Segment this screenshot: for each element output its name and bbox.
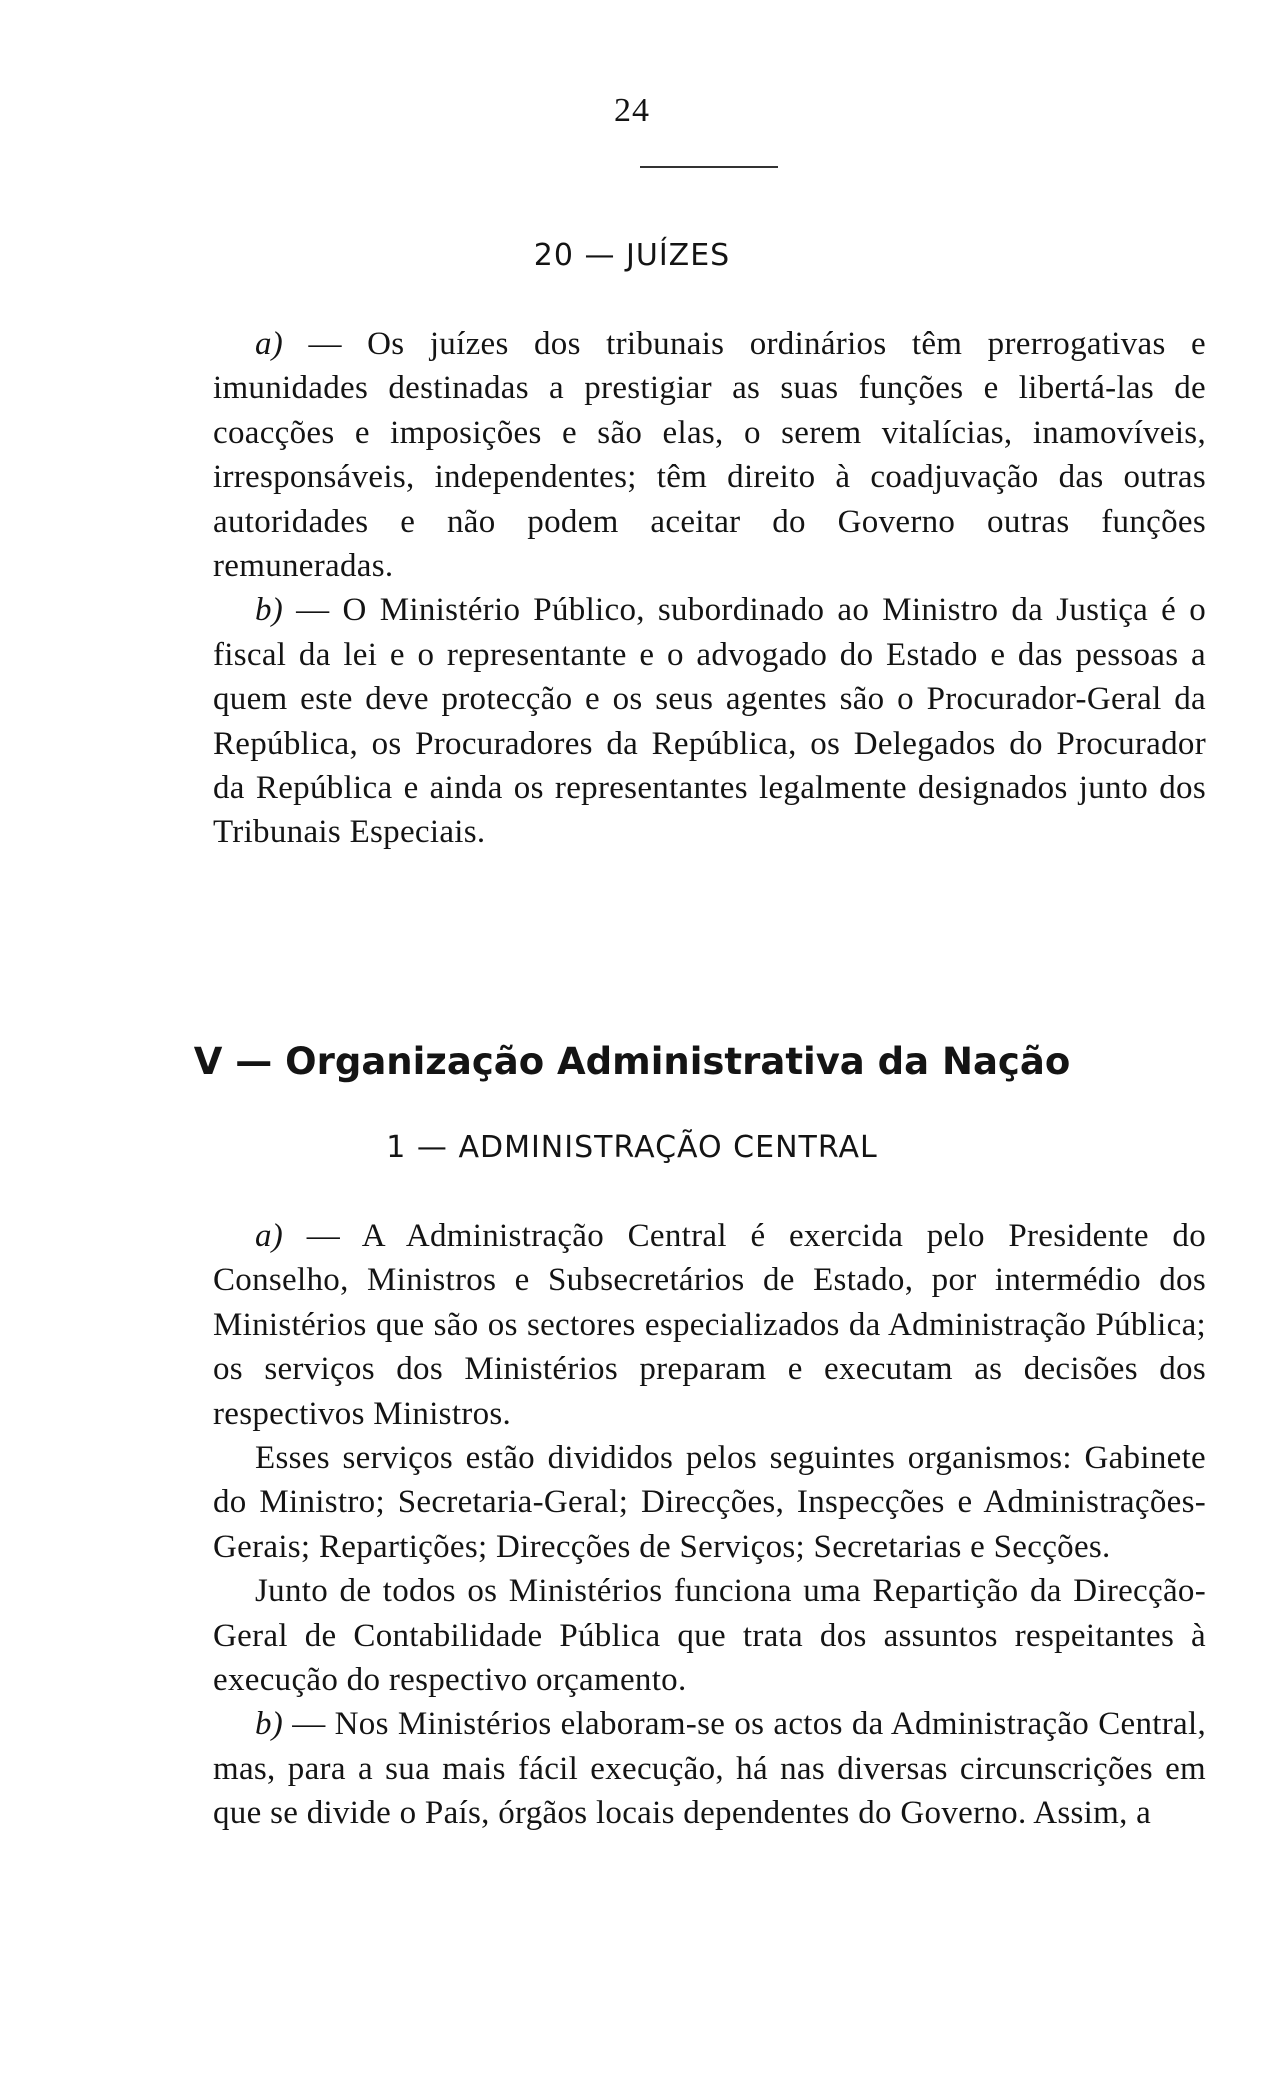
section-juizes-body <box>213 322 1206 855</box>
paragraph-juizes-a <box>213 322 1206 588</box>
paragraph-reparticao <box>213 1569 1206 1702</box>
paragraph-servicos <box>213 1436 1206 1569</box>
page-number-rule <box>640 166 778 168</box>
section-heading-juizes: 20 — JUÍZES <box>533 238 731 273</box>
item-label: a) <box>255 326 284 362</box>
paragraph-administracao-b <box>213 1702 1206 1835</box>
section-heading-administracao-central: 1 — ADMINISTRAÇÃO CENTRAL <box>386 1130 878 1165</box>
item-label: b) <box>255 592 284 629</box>
part-heading-organizacao: V — Organização Administrativa da Nação <box>193 1040 1071 1083</box>
paragraph-text: — Nos Ministérios elaboram-se os actos da Administração Central, mas, para a sua mais fácil execução, há nas diversas circunscrições em que se divide o País, órgãos locais dependentes do Governo. Assim, a <box>213 1706 1206 1832</box>
paragraph-administracao-a <box>213 1214 1206 1436</box>
paragraph-text: Esses serviços estão divididos pelos seguintes organismos: Gabinete do Ministro; Secretaria-Geral; Direcções, Inspecções e Administrações-Gerais; Repartições; Direcções de Serviços; Secretarias e Secções. <box>213 1440 1206 1565</box>
paragraph-text: — A Administração Central é exercida pelo Presidente do Conselho, Ministros e Subsecretários de Estado, por intermédio dos Ministérios que são os sectores especializados da Administração Pública; os serviços dos Ministérios preparam e executam as decisões dos respectivos Ministros. <box>213 1218 1206 1432</box>
paragraph-juizes-b <box>213 588 1206 854</box>
paragraph-text: — Os juízes dos tribunais ordinários têm prerrogativas e imunidades destinadas a prestigiar as suas funções e libertá-las de coacções e imposições e são elas, o serem vitalícias, inamovíveis, irresponsáveis, independentes; têm direito à coadjuvação das outras autoridades e não podem aceitar do Governo outras funções remuneradas. <box>213 326 1206 585</box>
item-label: a) <box>255 1218 284 1254</box>
paragraph-text: Junto de todos os Ministérios funciona uma Repartição da Direcção-Geral de Contabilidade Pública que trata dos assuntos respeitantes à execução do respectivo orçamento. <box>213 1573 1206 1699</box>
paragraph-text: — O Ministério Público, subordinado ao Ministro da Justiça é o fiscal da lei e o representante e o advogado do Estado e das pessoas a quem este deve protecção e os seus agentes são o Procurador-Geral da República, os Procuradores da República, os Delegados do Procurador da República e ainda os representantes legalmente designados junto dos Tribunais Especiais. <box>213 592 1206 851</box>
item-label: b) <box>255 1706 284 1743</box>
page-number: 24 <box>614 92 650 129</box>
section-administracao-body <box>213 1214 1206 1836</box>
